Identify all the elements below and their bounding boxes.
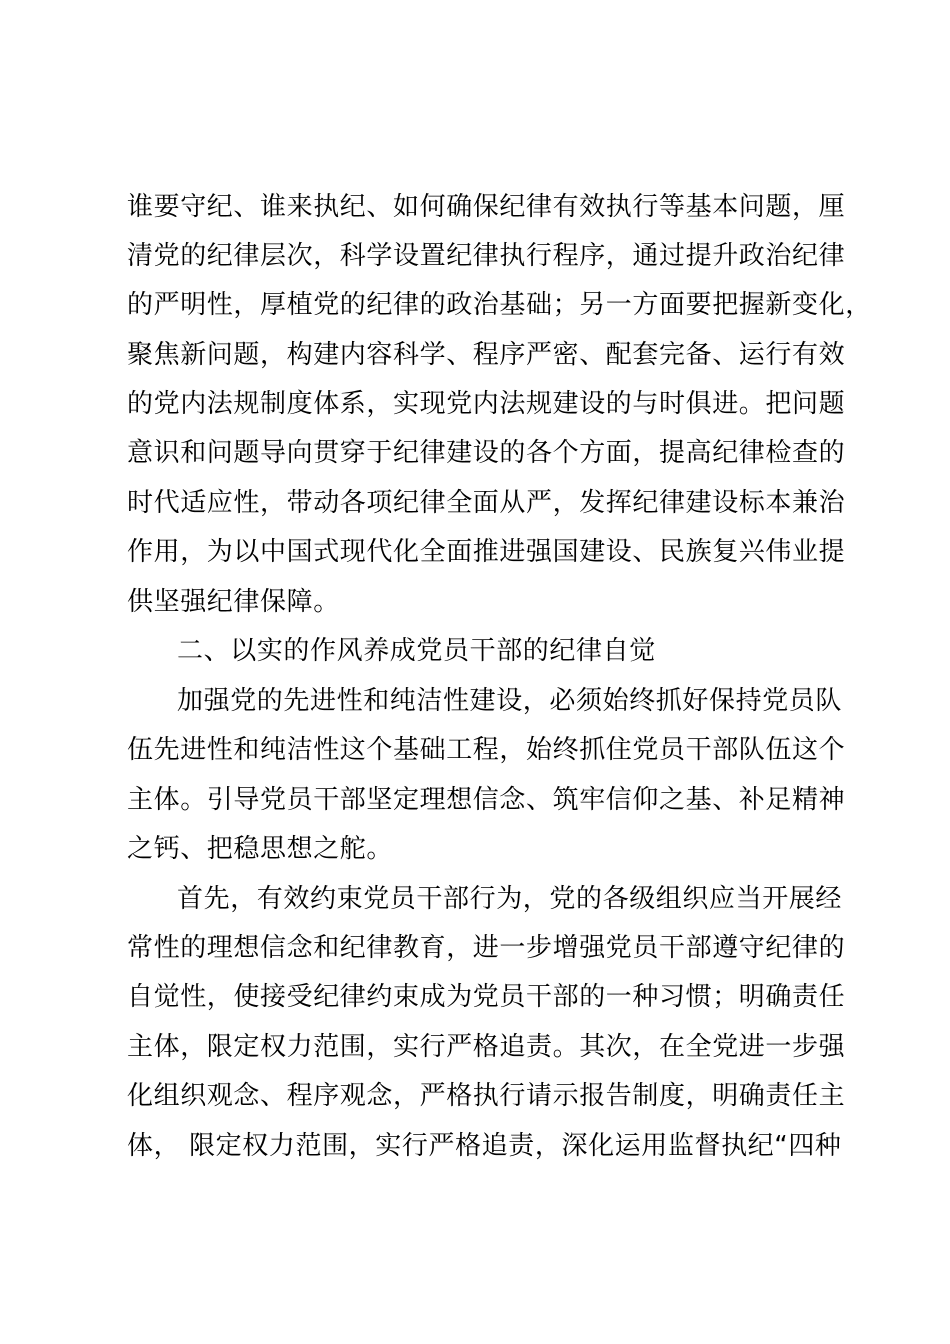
text-line: 聚焦新问题，构建内容科学、程序严密、配套完备、运行有效 bbox=[127, 340, 846, 370]
text-line: 的严明性，厚植党的纪律的政治基础；另一方面要把握新变化， bbox=[127, 290, 872, 320]
text-line: 体， 限定权力范围，实行严格追责，深化运用监督执纪“四种 bbox=[127, 1131, 842, 1161]
text-line: 之钙、把稳思想之舵。 bbox=[127, 834, 394, 864]
text-line: 主体，限定权力范围，实行严格追责。其次，在全党进一步强 bbox=[127, 1032, 846, 1062]
text-line: 供坚强纪律保障。 bbox=[127, 587, 340, 617]
text-line: 主体。引导党员干部坚定理想信念、筑牢信仰之基、补足精神 bbox=[127, 785, 846, 815]
text-line: 常性的理想信念和纪律教育，进一步增强党员干部遵守纪律的 bbox=[127, 933, 846, 963]
text-line: 加强党的先进性和纯洁性建设，必须始终抓好保持党员队 bbox=[177, 686, 843, 716]
text-line: 伍先进性和纯洁性这个基础工程，始终抓住党员干部队伍这个 bbox=[127, 735, 846, 765]
text-line: 自觉性，使接受纪律约束成为党员干部的一种习惯；明确责任 bbox=[127, 982, 846, 1012]
text-line: 清党的纪律层次，科学设置纪律执行程序，通过提升政治纪律 bbox=[127, 241, 846, 271]
section-heading: 二、以实的作风养成党员干部的纪律自觉 bbox=[177, 636, 656, 666]
text-line: 首先，有效约束党员干部行为，党的各级组织应当开展经 bbox=[177, 884, 843, 914]
text-line: 作用，为以中国式现代化全面推进强国建设、民族复兴伟业提 bbox=[127, 537, 846, 567]
text-line: 谁要守纪、谁来执纪、如何确保纪律有效执行等基本问题，厘 bbox=[127, 192, 846, 222]
text-line: 化组织观念、程序观念，严格执行请示报告制度，明确责任主 bbox=[127, 1081, 846, 1111]
text-line: 意识和问题导向贯穿于纪律建设的各个方面，提高纪律检查的 bbox=[127, 438, 846, 468]
text-line: 时代适应性，带动各项纪律全面从严，发挥纪律建设标本兼治 bbox=[127, 488, 846, 518]
text-line: 的党内法规制度体系，实现党内法规建设的与时俱进。把问题 bbox=[127, 389, 846, 419]
